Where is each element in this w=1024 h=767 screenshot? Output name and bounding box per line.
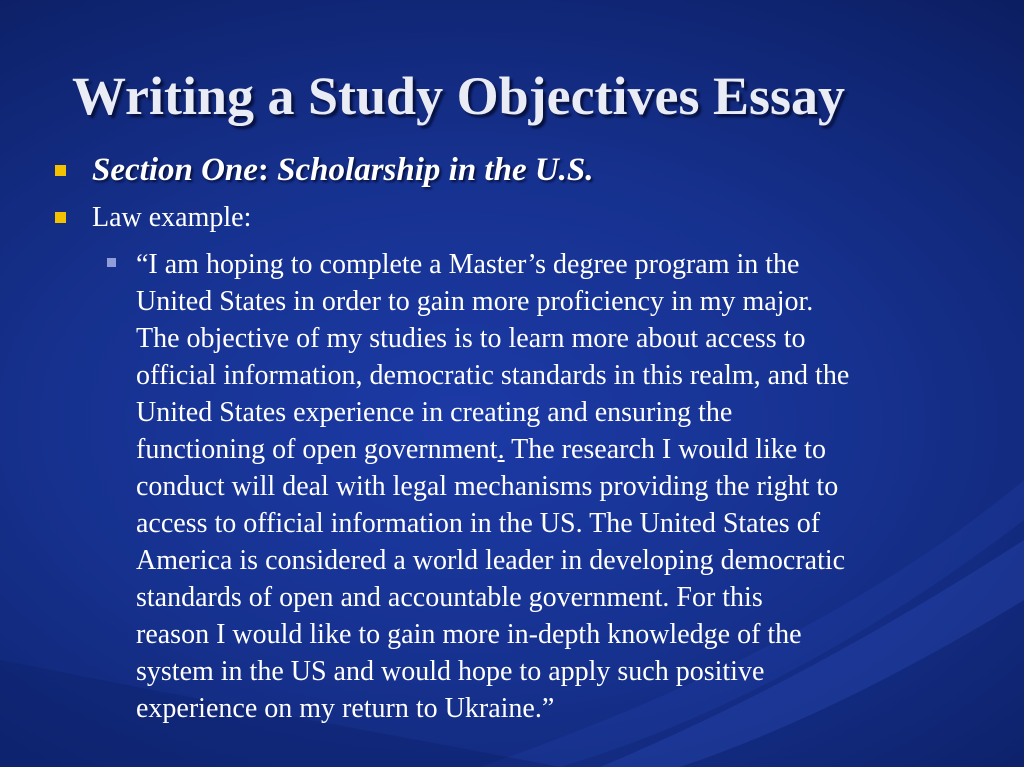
quote-line: official information, democratic standards in this realm, and the (136, 360, 850, 391)
quote-line: reason I would like to gain more in-depth knowledge of the (136, 619, 802, 650)
quote-line: United States experience in creating and ensuring the (136, 397, 733, 428)
underlined-period: . (497, 434, 505, 465)
example-quote (136, 246, 996, 727)
sub-bullet-square-icon (107, 258, 116, 267)
quote-line: America is considered a world leader in developing democratic (136, 545, 846, 576)
quote-line: standards of open and accountable government. For this (136, 582, 763, 613)
quote-line: The objective of my studies is to learn more about access to (136, 323, 806, 354)
section-heading-colon: : (257, 152, 269, 188)
law-example-label: Law example: (92, 202, 252, 233)
quote-line: conduct will deal with legal mechanisms providing the right to (136, 471, 839, 502)
bullet-square-icon (55, 212, 66, 223)
quote-line-text: functioning of open government (136, 434, 498, 465)
quote-line (136, 431, 996, 468)
quote-line: “I am hoping to complete a Master’s degree program in the (136, 249, 800, 280)
quote-line: experience on my return to Ukraine.” (136, 693, 555, 724)
quote-line-text: The research I would like to (504, 434, 826, 465)
section-heading (92, 150, 594, 190)
quote-line: United States in order to gain more proficiency in my major. (136, 286, 814, 317)
slide-title: Writing a Study Objectives Essay (72, 66, 846, 126)
quote-line: system in the US and would hope to apply such positive (136, 656, 765, 687)
bullet-square-icon (55, 165, 66, 176)
section-heading-topic: Scholarship in the U.S. (268, 152, 594, 188)
quote-line: access to official information in the US. The United States of (136, 508, 821, 539)
section-heading-label: Section One (92, 152, 258, 188)
